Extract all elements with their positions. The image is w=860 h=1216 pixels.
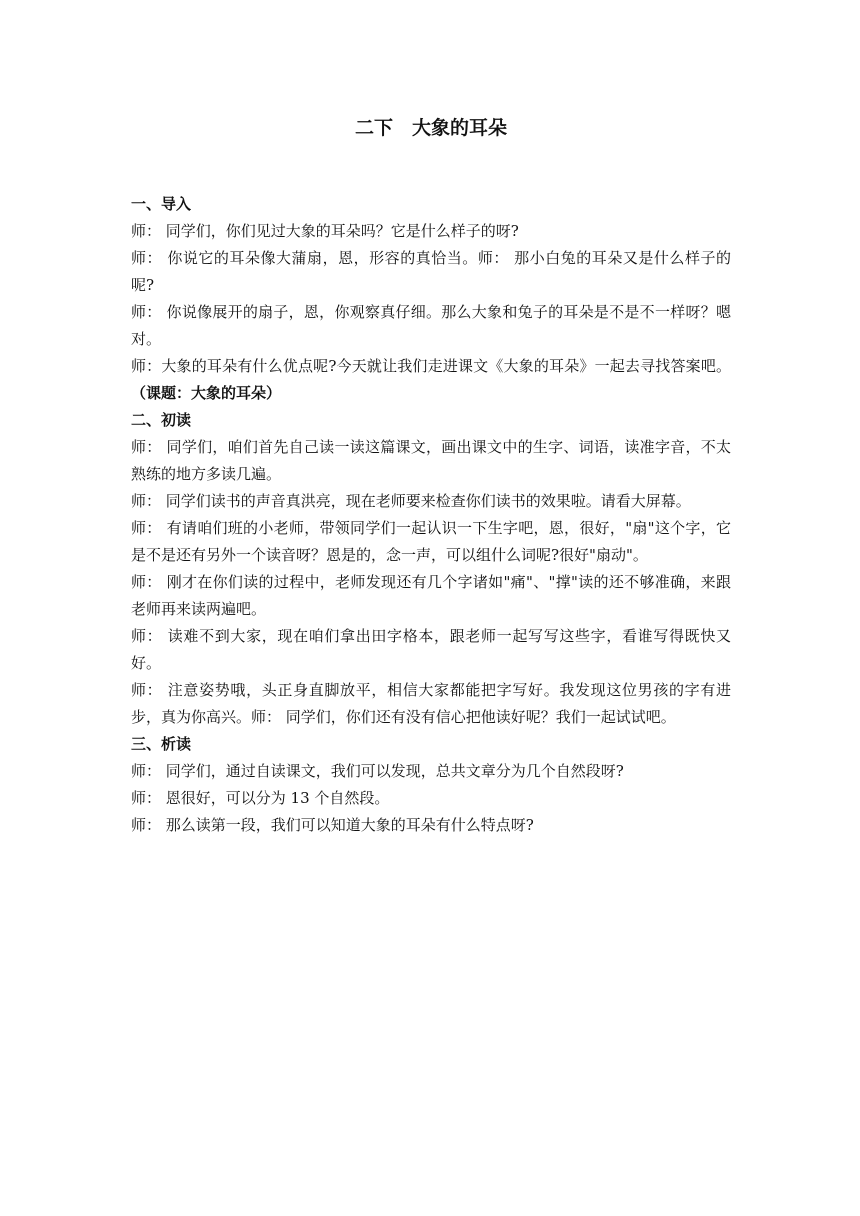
- section-heading: 二、初读: [131, 411, 192, 429]
- paragraph: 师： 同学们，通过自读课文，我们可以发现，总共文章分为几个自然段呀?: [131, 762, 624, 780]
- paragraph: 师： 同学们，你们见过大象的耳朵吗？它是什么样子的呀?: [131, 222, 519, 240]
- paragraph: 师： 注意姿势哦，头正身直脚放平，相信大家都能把字写好。我发现这位男孩的字有进步，真为你高兴。师： 同学们，你们还有没有信心把他读好呢？我们一起试试吧。: [131, 681, 731, 726]
- document-body: [131, 191, 731, 839]
- paragraph: 师： 有请咱们班的小老师，带领同学们一起认识一下生字吧，恩，很好，"扇"这个字，它是不是还有另外一个读音呀？恩是的，念一声，可以组什么词呢?很好"扇动"。: [131, 519, 731, 564]
- paragraph: 师： 你说它的耳朵像大蒲扇，恩，形容的真恰当。师： 那小白兔的耳朵又是什么样子的呢?: [131, 249, 731, 294]
- lesson-title-note: （课题：大象的耳朵）: [131, 384, 282, 402]
- paragraph: 师： 读难不到大家，现在咱们拿出田字格本，跟老师一起写写这些字，看谁写得既快又好。: [131, 627, 731, 672]
- paragraph: 师： 同学们读书的声音真洪亮，现在老师要来检查你们读书的效果啦。请看大屏幕。: [131, 492, 691, 510]
- section-heading: 三、析读: [131, 735, 192, 753]
- paragraph: 师： 你说像展开的扇子，恩，你观察真仔细。那么大象和兔子的耳朵是不是不一样呀？嗯对。: [131, 303, 731, 348]
- document-title: 二下 大象的耳朵: [354, 117, 507, 139]
- paragraph: 师： 刚才在你们读的过程中，老师发现还有几个字诸如"痛"、"撑"读的还不够准确，来跟老师再来读两遍吧。: [131, 573, 731, 618]
- paragraph: [131, 353, 731, 407]
- section-heading: 一、导入: [131, 195, 192, 213]
- paragraph: 师： 同学们，咱们首先自己读一读这篇课文，画出课文中的生字、词语，读准字音，不太熟练的地方多读几遍。: [131, 438, 731, 483]
- paragraph-text: 师：大象的耳朵有什么优点呢?今天就让我们走进课文《大象的耳朵》一起去寻找答案吧。: [131, 357, 731, 375]
- paragraph: 师： 那么读第一段，我们可以知道大象的耳朵有什么特点呀?: [131, 816, 534, 834]
- paragraph: 师： 恩很好，可以分为 13 个自然段。: [131, 789, 390, 807]
- document-page: [131, 116, 731, 839]
